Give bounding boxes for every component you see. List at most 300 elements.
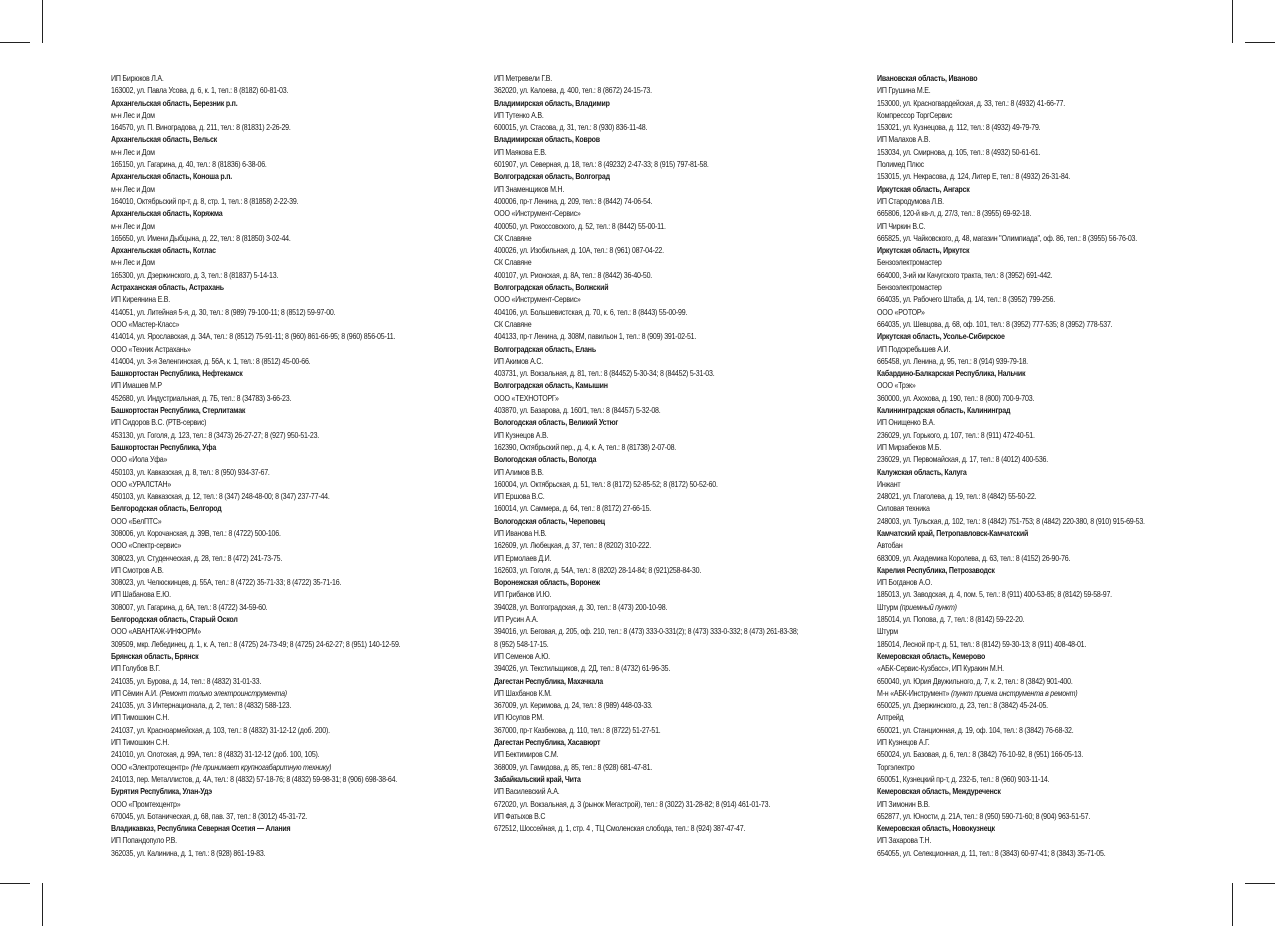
list-line: [111, 416, 400, 428]
list-line: [877, 453, 1145, 465]
list-line: [877, 798, 1145, 810]
list-line: [877, 379, 1145, 391]
list-line-text: 362035, ул. Калинина, д. 1, тел.: 8 (928) 861-19-83.: [111, 847, 266, 858]
list-line: [111, 625, 400, 637]
list-line: [111, 662, 400, 674]
list-line: [111, 798, 400, 810]
list-line-text: ИП Метревели Г.В.: [494, 73, 553, 83]
region-heading: [877, 244, 1145, 256]
list-line-text: 241035, ул. Бурова, д. 14, тел.: 8 (4832) 31-01-33.: [111, 675, 262, 686]
list-line: [494, 441, 798, 453]
list-line: [494, 318, 798, 330]
list-line: [877, 355, 1145, 367]
list-line-text: 683009, ул. Академика Королева, д. 63, тел.: 8 (4152) 26-90-76.: [877, 552, 1071, 563]
list-line: [877, 306, 1145, 318]
region-heading: [111, 441, 400, 453]
list-line: [877, 121, 1145, 133]
list-line-text: 165650, ул. Имени Дыбцына, д. 22, тел.: 8 (81850) 3-02-44.: [111, 232, 291, 243]
list-line-text: 670045, ул. Ботаническая, д. 68, пав. 37, тел.: 8 (3012) 45-31-72.: [111, 810, 308, 821]
list-line: [111, 834, 400, 846]
list-line: [111, 552, 400, 564]
list-line-text: 650025, ул. Дзержинского, д. 23, тел.: 8 (3842) 45-24-05.: [877, 700, 1048, 711]
region-heading-text: Архангельская область, Котлас: [111, 245, 216, 256]
list-line-text: ИП Тутенко А.В.: [494, 109, 544, 120]
list-line: [494, 244, 798, 256]
list-line: [111, 72, 400, 84]
list-line-text: 248003, ул. Тульская, д. 102, тел.: 8 (4842) 751-753; 8 (4842) 220-380, 8 (910) 915-69-53.: [877, 515, 1145, 526]
list-line-text: 309509, мкр. Лебединец, д. 1, к. А, тел.: 8 (4725) 24-73-49; 8 (4725) 24-62-27; 8 (951) 140-12-59.: [111, 638, 401, 649]
list-line-text: ООО «Промтехцентр»: [111, 798, 181, 809]
list-line: [111, 293, 400, 305]
list-line-text: м-н Лес и Дом: [111, 146, 155, 157]
list-line: [877, 699, 1145, 711]
list-line-text: 672512, Шоссейная, д. 1, стр. 4 , ТЦ Смоленская слобода, тел.: 8 (924) 387-47-47.: [494, 823, 746, 834]
list-line-text: 414004, ул. 3-я Зеленгинская, д. 56А, к. 1, тел.: 8 (8512) 45-00-66.: [111, 355, 311, 366]
list-line: [494, 466, 798, 478]
region-heading: [877, 404, 1145, 416]
list-line: [494, 109, 798, 121]
list-line-text: 664035, ул. Рабочего Штаба, д. 1/4, тел.: 8 (3952) 799-256.: [877, 294, 1056, 305]
list-line-text: ИП Грибанов И.Ю.: [494, 589, 552, 600]
region-heading: [877, 527, 1145, 539]
list-line: [111, 121, 400, 133]
list-line: [877, 293, 1145, 305]
list-line: [111, 761, 400, 773]
list-line-text: 400107, ул. Рионская, д. 8А, тел.: 8 (8442) 36-40-50.: [494, 269, 653, 280]
list-line: [877, 662, 1145, 674]
list-line-text: ИП Бектимиров С.М.: [494, 749, 559, 760]
list-line-text: 164010, Октябрьский пр-т, д. 8, стр. 1, тел.: 8 (81858) 2-22-39.: [111, 195, 299, 206]
region-heading: [494, 515, 798, 527]
list-line: [111, 256, 400, 268]
list-line-text: ИП Фатыхов В.С: [494, 810, 546, 821]
list-line-text: ООО «РОТОР»: [877, 306, 925, 317]
list-line-text: 236029, ул. Горького, д. 107, тел.: 8 (911) 472-40-51.: [877, 429, 1035, 440]
list-line: [877, 343, 1145, 355]
note-text: (Ремонт только электроинструмента): [159, 687, 287, 698]
region-heading: [494, 97, 798, 109]
list-line: [111, 84, 400, 96]
list-line-text: Автобан: [877, 540, 903, 551]
region-heading: [111, 170, 400, 182]
list-line: [877, 232, 1145, 244]
region-heading: [877, 367, 1145, 379]
list-line-text: 308023, ул. Челюскинцев, д. 55А, тел.: 8 (4722) 35-71-33; 8 (4722) 35-71-16.: [111, 577, 342, 588]
list-line: [494, 220, 798, 232]
list-line-text: 153015, ул. Некрасова, д. 124, Литер Е, тел.: 8 (4932) 26-31-84.: [877, 171, 1071, 182]
list-line: [111, 318, 400, 330]
list-line-text: 400050, ул. Рокоссовского, д. 52, тел.: 8 (8442) 55-00-11.: [494, 220, 666, 231]
list-line: [494, 662, 798, 674]
list-line-text: Бензоэлектромастер: [877, 257, 942, 268]
list-line-text: ИП Мирзабеков М.Б.: [877, 441, 942, 452]
list-line-text: 164570, ул. П. Виноградова, д. 211, тел.: 8 (81831) 2-26-29.: [111, 122, 291, 133]
list-line-text: Штурм: [877, 601, 898, 612]
list-line-text: 8 (952) 548-17-15.: [494, 638, 549, 649]
list-line-text: м-н Лес и Дом: [111, 257, 155, 268]
list-line-text: Бензоэлектромастер: [877, 282, 942, 293]
list-line: [877, 318, 1145, 330]
list-line: [111, 379, 400, 391]
list-line: [111, 158, 400, 170]
list-line-text: ИП Кузнецов А.В.: [494, 429, 549, 440]
list-line: [877, 256, 1145, 268]
region-heading-text: Кемеровская область, Междуреченск: [877, 786, 1001, 797]
region-heading: [877, 466, 1145, 478]
list-line: [111, 478, 400, 490]
list-line: [877, 170, 1145, 182]
list-line: [111, 355, 400, 367]
region-heading-text: Вологодская область, Череповец: [494, 515, 605, 526]
list-line: [494, 121, 798, 133]
list-line: [877, 416, 1145, 428]
list-line: [877, 109, 1145, 121]
region-heading-text: Белгородская область, Старый Оскол: [111, 614, 238, 625]
list-line: [111, 675, 400, 687]
region-heading: [494, 736, 798, 748]
list-line-text: ИП Бирюков Л.А.: [111, 73, 164, 83]
region-heading-text: Воронежская область, Воронеж: [494, 577, 600, 588]
list-line-text: 601907, ул. Северная, д. 18, тел.: 8 (49232) 2-47-33; 8 (915) 797-81-58.: [494, 159, 709, 170]
region-heading: [494, 576, 798, 588]
list-line-text: «АБК-Сервис-Кузбасс», ИП Куракин М.Н.: [877, 663, 1004, 674]
list-line-text: 450103, ул. Кавказская, д. 8, тел.: 8 (950) 934-37-67.: [111, 466, 270, 477]
list-line: [111, 515, 400, 527]
list-line: [111, 220, 400, 232]
list-line: [111, 392, 400, 404]
list-line: [111, 576, 400, 588]
list-line-text: 153000, ул. Красногвардейская, д. 33, тел.: 8 (4932) 41-66-77.: [877, 97, 1066, 108]
list-line-text: ИП Богданов А.О.: [877, 577, 933, 588]
region-heading: [494, 170, 798, 182]
region-heading-text: Кемеровская область, Новокузнецк: [877, 823, 995, 834]
list-line: [111, 109, 400, 121]
list-line: [494, 392, 798, 404]
region-heading-text: Волгоградская область, Елань: [494, 343, 596, 354]
region-heading: [877, 183, 1145, 195]
region-heading-text: Дагестан Республика, Махачкала: [494, 675, 603, 686]
list-line: [111, 269, 400, 281]
list-line: [111, 539, 400, 551]
list-line-text: ИП Акимов А.С.: [494, 355, 543, 366]
region-heading-text: Башкортостан Республика, Нефтекамск: [111, 368, 243, 379]
list-line: [877, 133, 1145, 145]
list-line-text: 165300, ул. Дзержинского, д. 3, тел.: 8 (81837) 5-14-13.: [111, 269, 279, 280]
list-line: [877, 834, 1145, 846]
region-heading: [494, 343, 798, 355]
list-line-text: Компрессор ТоргСервис: [877, 109, 953, 120]
list-line: [494, 256, 798, 268]
list-line: [877, 515, 1145, 527]
region-heading: [111, 133, 400, 145]
list-line-text: 165150, ул. Гагарина, д. 40, тел.: 8 (81836) 6-38-06.: [111, 159, 267, 170]
list-line-text: 404133, пр-т Ленина, д. 308М, павильон 1, тел.: 8 (909) 391-02-51.: [494, 331, 697, 342]
list-line: [494, 552, 798, 564]
region-heading-text: Иркутская область, Ангарск: [877, 183, 970, 194]
list-line: [494, 810, 798, 822]
list-line: [494, 146, 798, 158]
list-line: [494, 207, 798, 219]
list-line: [494, 711, 798, 723]
list-line-text: ООО «АВАНТАЖ-ИНФОРМ»: [111, 626, 201, 637]
list-line-text: ИП Тимошкин С.Н.: [111, 712, 169, 723]
list-line-text: ИП Ершова В.С.: [494, 491, 545, 502]
list-line-text: ИП Попандопуло Р.В.: [111, 835, 177, 846]
region-heading: [111, 650, 400, 662]
list-line-text: 241035, ул. 3 Интернационала, д. 2, тел.: 8 (4832) 588-123.: [111, 700, 292, 711]
region-heading-text: Владимирская область, Владимир: [494, 97, 610, 108]
region-heading: [494, 416, 798, 428]
list-line-text: 160014, ул. Саммера, д. 64, тел.: 8 (8172) 27-66-15.: [494, 503, 652, 514]
list-line: [877, 539, 1145, 551]
region-heading-text: Иркутская область, Иркутск: [877, 245, 970, 256]
list-line-text: Алтрейд: [877, 712, 904, 723]
region-heading-text: Владимирская область, Ковров: [494, 134, 600, 145]
list-line: [494, 269, 798, 281]
list-line: [494, 183, 798, 195]
region-heading-text: Башкортостан Республика, Стерлитамак: [111, 405, 246, 416]
list-line-text: ИП Иванова Н.В.: [494, 527, 547, 538]
list-line: [877, 84, 1145, 96]
list-line: [877, 281, 1145, 293]
region-heading-text: Астраханская область, Астрахань: [111, 282, 224, 293]
region-heading: [111, 367, 400, 379]
list-line: [111, 724, 400, 736]
list-line-text: м-н Лес и Дом: [111, 220, 155, 231]
crop-mark-bottom-left-h: [0, 883, 30, 884]
list-line-text: ООО «Электротехцентр»: [111, 761, 189, 772]
list-line: [494, 306, 798, 318]
region-heading: [494, 281, 798, 293]
list-line: [494, 429, 798, 441]
list-line-text: 650024, ул. Базовая, д. 6, тел.: 8 (3842) 76-10-92, 8 (951) 166-05-13.: [877, 749, 1083, 760]
region-heading-text: Карелия Республика, Петрозаводск: [877, 564, 995, 575]
list-line-text: 241013, пер. Металлистов, д. 4А, тел.: 8 (4832) 57-18-76; 8 (4832) 59-98-31; 8 (906) 698-38-64.: [111, 773, 398, 784]
list-line-text: ИП Шахбанов К.М.: [494, 687, 552, 698]
list-line: [494, 699, 798, 711]
crop-mark-top-right-h: [1245, 42, 1275, 43]
list-line-text: ИП Василевский А.А.: [494, 786, 560, 797]
list-line: [877, 207, 1145, 219]
list-line: [494, 564, 798, 576]
region-heading: [111, 281, 400, 293]
region-heading-text: Брянская область, Брянск: [111, 650, 199, 661]
list-line: [494, 195, 798, 207]
list-line: [877, 195, 1145, 207]
list-line-text: ИП Кузнецов А.Г.: [877, 737, 930, 748]
region-heading: [111, 244, 400, 256]
list-line: [494, 724, 798, 736]
list-line: [111, 429, 400, 441]
list-line-text: ИП Киреянина Е.В.: [111, 294, 171, 305]
list-line: [877, 158, 1145, 170]
list-line: [494, 158, 798, 170]
list-line-text: 394026, ул. Текстильщиков, д. 2Д, тел.: 8 (4732) 61-96-35.: [494, 663, 671, 674]
list-line-text: 394016, ул. Беговая, д. 205, оф. 210, тел.: 8 (473) 333-0-331(2); 8 (473) 333-0-332; 8 (473) 261-83-38;: [494, 626, 799, 637]
region-heading-text: Волгоградская область, Камышин: [494, 380, 608, 391]
region-heading-text: Калужская область, Калуга: [877, 466, 967, 477]
list-line: [494, 822, 798, 834]
list-line: [494, 404, 798, 416]
list-line: [111, 195, 400, 207]
list-line-text: ИП Стародумова Л.В.: [877, 195, 944, 206]
list-line-text: ИП Зимонин В.В.: [877, 798, 930, 809]
list-line: [111, 601, 400, 613]
service-list-column-1: [111, 72, 400, 859]
list-line: [111, 527, 400, 539]
region-heading-text: Белгородская область, Белгород: [111, 503, 222, 514]
region-heading: [494, 379, 798, 391]
list-line: [877, 429, 1145, 441]
list-line: [494, 761, 798, 773]
list-line-text: 248021, ул. Глаголева, д. 19, тел.: 8 (4842) 55-50-22.: [877, 491, 1037, 502]
list-line: [494, 650, 798, 662]
note-text: (Не принимает крупногабаритную технику): [190, 761, 332, 772]
region-heading-text: Башкортостан Республика, Уфа: [111, 441, 217, 452]
list-line-text: СК Славяне: [494, 257, 532, 268]
list-line: [494, 72, 798, 84]
crop-mark-top-left: [42, 0, 43, 43]
list-line: [494, 785, 798, 797]
list-line-text: 241037, ул. Красноармейская, д. 103, тел.: 8 (4832) 31-12-12 (доб. 200).: [111, 724, 330, 735]
list-line: [111, 736, 400, 748]
region-heading-text: Архангельская область, Березник р.п.: [111, 97, 238, 108]
region-heading: [877, 650, 1145, 662]
list-line: [877, 675, 1145, 687]
list-line-text: 394028, ул. Волгоградская, д. 30, тел.: 8 (473) 200-10-98.: [494, 601, 668, 612]
list-line-text: 162609, ул. Любецкая, д. 37, тел.: 8 (8202) 310-222.: [494, 540, 651, 551]
list-line: [111, 490, 400, 502]
list-line-text: ИП Малахов А.В.: [877, 134, 931, 145]
region-heading: [494, 453, 798, 465]
list-line: [111, 773, 400, 785]
list-line-text: СК Славяне: [494, 318, 532, 329]
list-line-text: ООО «Мастер-Класс»: [111, 318, 180, 329]
list-line: [877, 748, 1145, 760]
list-line: [877, 502, 1145, 514]
list-line-text: ИП Захарова Т.Н.: [877, 835, 932, 846]
note-text: (пункт приема инструмента в ремонт): [950, 687, 1078, 698]
list-line: [494, 625, 798, 637]
list-line-text: СК Славяне: [494, 232, 532, 243]
list-line: [877, 601, 1145, 613]
list-line-text: ИП Грушина М.Е.: [877, 85, 931, 96]
crop-mark-top-left-h: [0, 42, 30, 43]
list-line-text: Силовая техника: [877, 503, 930, 514]
list-line-text: ООО «ТЕХНОТОРГ»: [494, 392, 559, 403]
list-line-text: 367000, пр-т Казбекова, д. 110, тел.: 8 (8722) 51-27-51.: [494, 724, 661, 735]
list-line-text: 162390, Октябрьский пер., д. 4, к. А, тел.: 8 (81738) 2-07-08.: [494, 441, 677, 452]
region-heading-text: Ивановская область, Иваново: [877, 73, 978, 83]
crop-mark-top-right: [1232, 0, 1233, 43]
list-line-text: ООО «Иола Уфа»: [111, 454, 168, 465]
list-line-text: 403731, ул. Вокзальная, д. 81, тел.: 8 (84452) 5-30-34; 8 (84452) 5-31-03.: [494, 368, 715, 379]
list-line: [111, 699, 400, 711]
list-line-text: ООО «УРАЛСТАН»: [111, 478, 172, 489]
region-heading: [877, 330, 1145, 342]
list-line: [877, 552, 1145, 564]
list-line-text: 160004, ул. Октябрьская, д. 51, тел.: 8 (8172) 52-85-52; 8 (8172) 50-52-60.: [494, 478, 718, 489]
list-line-text: 452680, ул. Индустриальная, д. 7Б, тел.: 8 (34783) 3-66-23.: [111, 392, 292, 403]
list-line-text: ИП Чиркин В.С.: [877, 220, 926, 231]
region-heading-text: Дагестан Республика, Хасавюрт: [494, 737, 601, 748]
list-line: [877, 146, 1145, 158]
list-line: [494, 527, 798, 539]
note-text: (приемный пункт): [899, 601, 957, 612]
list-line: [494, 232, 798, 244]
list-line: [494, 687, 798, 699]
list-line: [877, 588, 1145, 600]
list-line: [111, 588, 400, 600]
list-line-text: 665806, 120-й кв-л, д. 27/3, тел.: 8 (3955) 69-92-18.: [877, 208, 1032, 219]
list-line-text: 308007, ул. Гагарина, д. 6А, тел.: 8 (4722) 34-59-60.: [111, 601, 268, 612]
list-line-text: 308006, ул. Корочанская, д. 39В, тел.: 8 (4722) 500-106.: [111, 527, 281, 538]
list-line-text: 664035, ул. Шевцова, д. 68, оф. 101, тел.: 8 (3952) 777-535; 8 (3952) 778-537.: [877, 318, 1113, 329]
list-line: [877, 625, 1145, 637]
region-heading-text: Калининградская область, Калининград: [877, 405, 1011, 416]
list-line: [494, 588, 798, 600]
list-line-text: ИП Юсупов Р.М.: [494, 712, 544, 723]
list-line-text: ИП Имашев М.Р: [111, 380, 162, 391]
list-line: [111, 564, 400, 576]
list-line-text: ИП Семенов А.Ю.: [494, 650, 550, 661]
list-line: [877, 773, 1145, 785]
region-heading-text: Иркутская область, Усолье-Сибирское: [877, 331, 1005, 342]
list-line: [877, 441, 1145, 453]
list-line-text: Полимед Плюс: [877, 159, 924, 170]
list-line-text: 368009, ул. Гамидова, д. 85, тел.: 8 (928) 681-47-81.: [494, 761, 653, 772]
list-line-text: 414014, ул. Ярославская, д. 34А, тел.: 8 (8512) 75-91-11; 8 (960) 861-66-95; 8 (960) 856-05-11.: [111, 331, 396, 342]
region-heading: [111, 207, 400, 219]
list-line: [494, 748, 798, 760]
list-line-text: Торгэлектро: [877, 761, 915, 772]
list-line-text: 400006, пр-т Ленина, д. 209, тел.: 8 (8442) 74-06-54.: [494, 195, 653, 206]
list-line: [111, 810, 400, 822]
list-line: [877, 687, 1145, 699]
region-heading-text: Вологодская область, Вологда: [494, 454, 597, 465]
list-line: [877, 392, 1145, 404]
list-line-text: ИП Русин А.А.: [494, 614, 539, 625]
region-heading: [111, 502, 400, 514]
list-line-text: 665458, ул. Ленина, д. 95, тел.: 8 (914) 939-79-18.: [877, 355, 1028, 366]
list-line-text: 367009, ул. Керимова, д. 24, тел.: 8 (989) 448-03-33.: [494, 700, 653, 711]
list-line-text: М-н «АБК-Инструмент»: [877, 687, 950, 698]
region-heading: [877, 822, 1145, 834]
region-heading-text: Кабардино-Балкарская Республика, Нальчик: [877, 368, 1026, 379]
list-line-text: 162603, ул. Гоголя, д. 54А, тел.: 8 (8202) 28-14-84; 8 (921)258-84-30.: [494, 564, 702, 575]
list-line: [111, 232, 400, 244]
list-line: [877, 613, 1145, 625]
region-heading-text: Волгоградская область, Волжский: [494, 282, 609, 293]
region-heading-text: Кемеровская область, Кемерово: [877, 650, 986, 661]
list-line-text: 672020, ул. Вокзальная, д. 3 (рынок Мегастрой), тел.: 8 (3022) 31-28-82; 8 (914) 461-01-73.: [494, 798, 771, 809]
list-line-text: 308023, ул. Студенческая, д. 28, тел.: 8 (472) 241-73-75.: [111, 552, 283, 563]
region-heading-text: Архангельская область, Вельск: [111, 134, 217, 145]
region-heading-text: Волгоградская область, Волгоград: [494, 171, 610, 182]
list-line: [494, 601, 798, 613]
list-line: [494, 478, 798, 490]
list-line: [494, 539, 798, 551]
list-line-text: ИП Подскребышев А.И.: [877, 343, 951, 354]
region-heading: [111, 404, 400, 416]
region-heading: [111, 613, 400, 625]
list-line-text: 153034, ул. Смирнова, д. 105, тел.: 8 (4932) 50-61-61.: [877, 146, 1041, 157]
list-line: [111, 343, 400, 355]
list-line-text: 453130, ул. Гоголя, д. 123, тел.: 8 (3473) 26-27-27; 8 (927) 950-51-23.: [111, 429, 320, 440]
list-line-text: 360000, ул. Ахохова, д. 190, тел.: 8 (800) 700-9-703.: [877, 392, 1035, 403]
list-line-text: 185014, Лесной пр-т, д. 51, тел.: 8 (8142) 59-30-13; 8 (911) 408-48-01.: [877, 638, 1087, 649]
list-line-text: Штурм: [877, 626, 898, 637]
